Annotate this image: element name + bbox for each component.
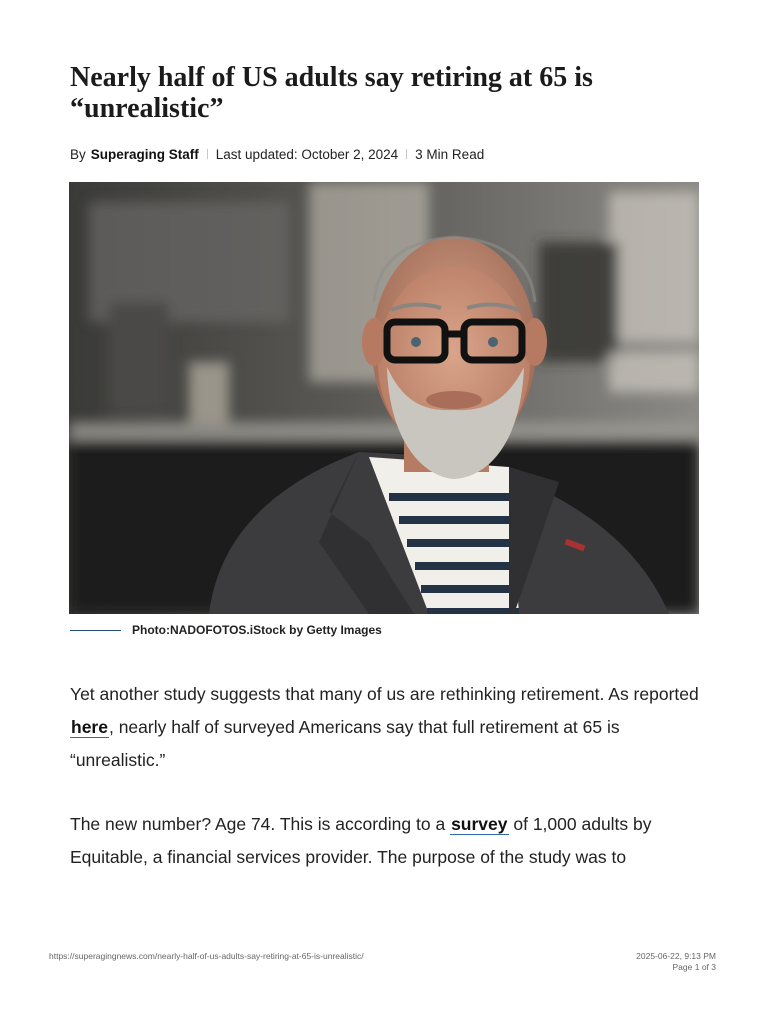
paragraph-text: of 1,000 adults by Equitable, a financial services provider. The purpose of the study was to: [70, 814, 652, 867]
print-timestamp: 2025-06-22, 9:13 PM: [636, 951, 716, 961]
paragraph-text: Yet another study suggests that many of us are rethinking retirement. As reported: [70, 684, 699, 704]
article-paragraph-2: [70, 808, 710, 874]
read-time: 3 Min Read: [415, 146, 485, 162]
survey-link[interactable]: survey: [451, 814, 508, 834]
paragraph-text: The new number? Age 74. This is according to a: [70, 814, 446, 834]
paragraph-text: , nearly half of surveyed Americans say that full retirement at 65 is “unrealistic.”: [70, 717, 620, 770]
print-footer-url: https://superagingnews.com/nearly-half-of-us-adults-say-retiring-at-65-is-unrealistic/: [49, 951, 364, 961]
meta-divider: [207, 149, 208, 159]
here-link[interactable]: here: [71, 717, 108, 737]
image-caption: Photo:NADOFOTOS.iStock by Getty Images: [132, 623, 382, 637]
last-updated: Last updated: October 2, 2024: [215, 146, 399, 162]
byline-prefix: By: [70, 146, 86, 162]
author-link[interactable]: Superaging Staff: [90, 146, 199, 162]
caption-rule: [70, 630, 121, 631]
page-number: Page 1 of 3: [672, 962, 716, 972]
article-meta: [70, 145, 484, 163]
article-title: Nearly half of US adults say retiring at 65 is “unrealistic”: [70, 62, 593, 124]
portrait-photo: [69, 182, 699, 614]
article-paragraph-1: [70, 678, 710, 777]
print-footer-info: [636, 951, 716, 973]
meta-divider: [406, 149, 407, 159]
hero-image: [69, 182, 699, 614]
